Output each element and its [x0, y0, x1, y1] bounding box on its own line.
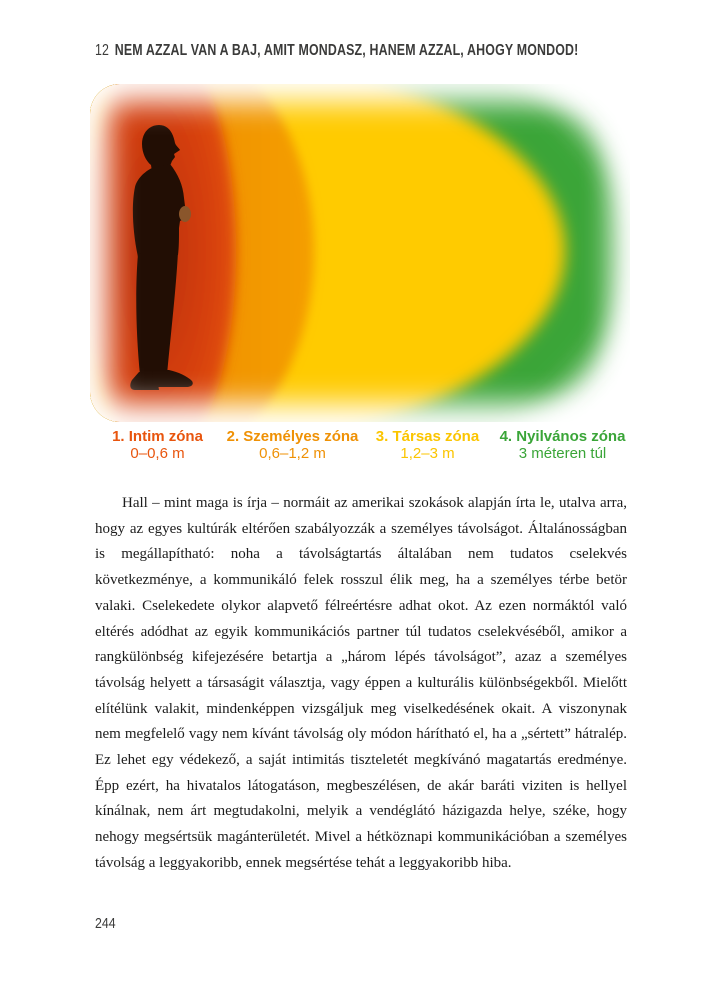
page-number: 244 [95, 916, 116, 932]
zone-range: 0,6–1,2 m [259, 445, 326, 462]
zone-range: 3 méteren túl [518, 445, 607, 462]
zone-legend [90, 428, 630, 462]
proxemics-zones-illustration [90, 84, 630, 422]
chapter-header [95, 42, 578, 60]
body-paragraph: Hall – mint maga is írja – normáit az amerikai szokások alapján írta le, utalva arra, hogy az egyes kultúrák eltérően szabályozzák a személyes távolságot. Általánosságban is megállapítható: noha a távolságtartás általában nem tudatos cselekvés következménye, a kommunikáló felek rosszul élik meg, ha a személyes térbe betör valaki. Cselekedete olykor alapvető félreértésre adhat okot. Az ezen normáktól való eltérés adódhat az egyik kommunikációs partner túl tudatos cselekvéséből, amikor a rangkülönbség kifejezésére betartja a „három lépés távolságot”, azaz a személyes távolság helyett a társaságit választja, vagy éppen a kulturális különbségekből. Mielőtt elítélünk valakit, mindenképpen vizsgáljuk meg viselkedésének okait. A viszonynak nem megfelelő vagy nem kívánt távolság oly módon hárítható el, ha a „sértett” hátralép. Ez lehet egy védekező, a saját intimitás tiszteletét megkívánó magatartás eredménye. Épp ezért, ha hivatalos látogatáson, megbeszélésen, de akár baráti viziten is hellyel kínálnak, nem árt megtudakolni, melyik a vendéglátó házigazda helye, széke, hogy nehogy megsértsük magánterületét. Mivel a hétköznapi kommunikációban a személyes távolság a leggyakoribb, ennek megsértése tehát a leggyakoribb hiba. [95, 495, 627, 871]
zone-range: 1,2–3 m [400, 445, 455, 462]
zone-name: 2. Személyes zóna [226, 428, 359, 445]
zone-name: 3. Társas zóna [375, 428, 480, 445]
zone-label-szemelyes [225, 428, 360, 462]
zone-label-intim [90, 428, 225, 462]
chapter-title: NEM AZZAL VAN A BAJ, AMIT MONDASZ, HANEM AZZAL, AHOGY MONDOD! [114, 42, 579, 59]
zone-label-nyilvanos [495, 428, 630, 462]
proxemics-diagram [90, 84, 630, 422]
zone-range: 0–0,6 m [130, 445, 185, 462]
zone-name: 4. Nyilvános zóna [499, 428, 626, 445]
zone-label-tarsas [360, 428, 495, 462]
chapter-number: 12 [95, 42, 110, 59]
zone-name: 1. Intim zóna [112, 428, 203, 445]
